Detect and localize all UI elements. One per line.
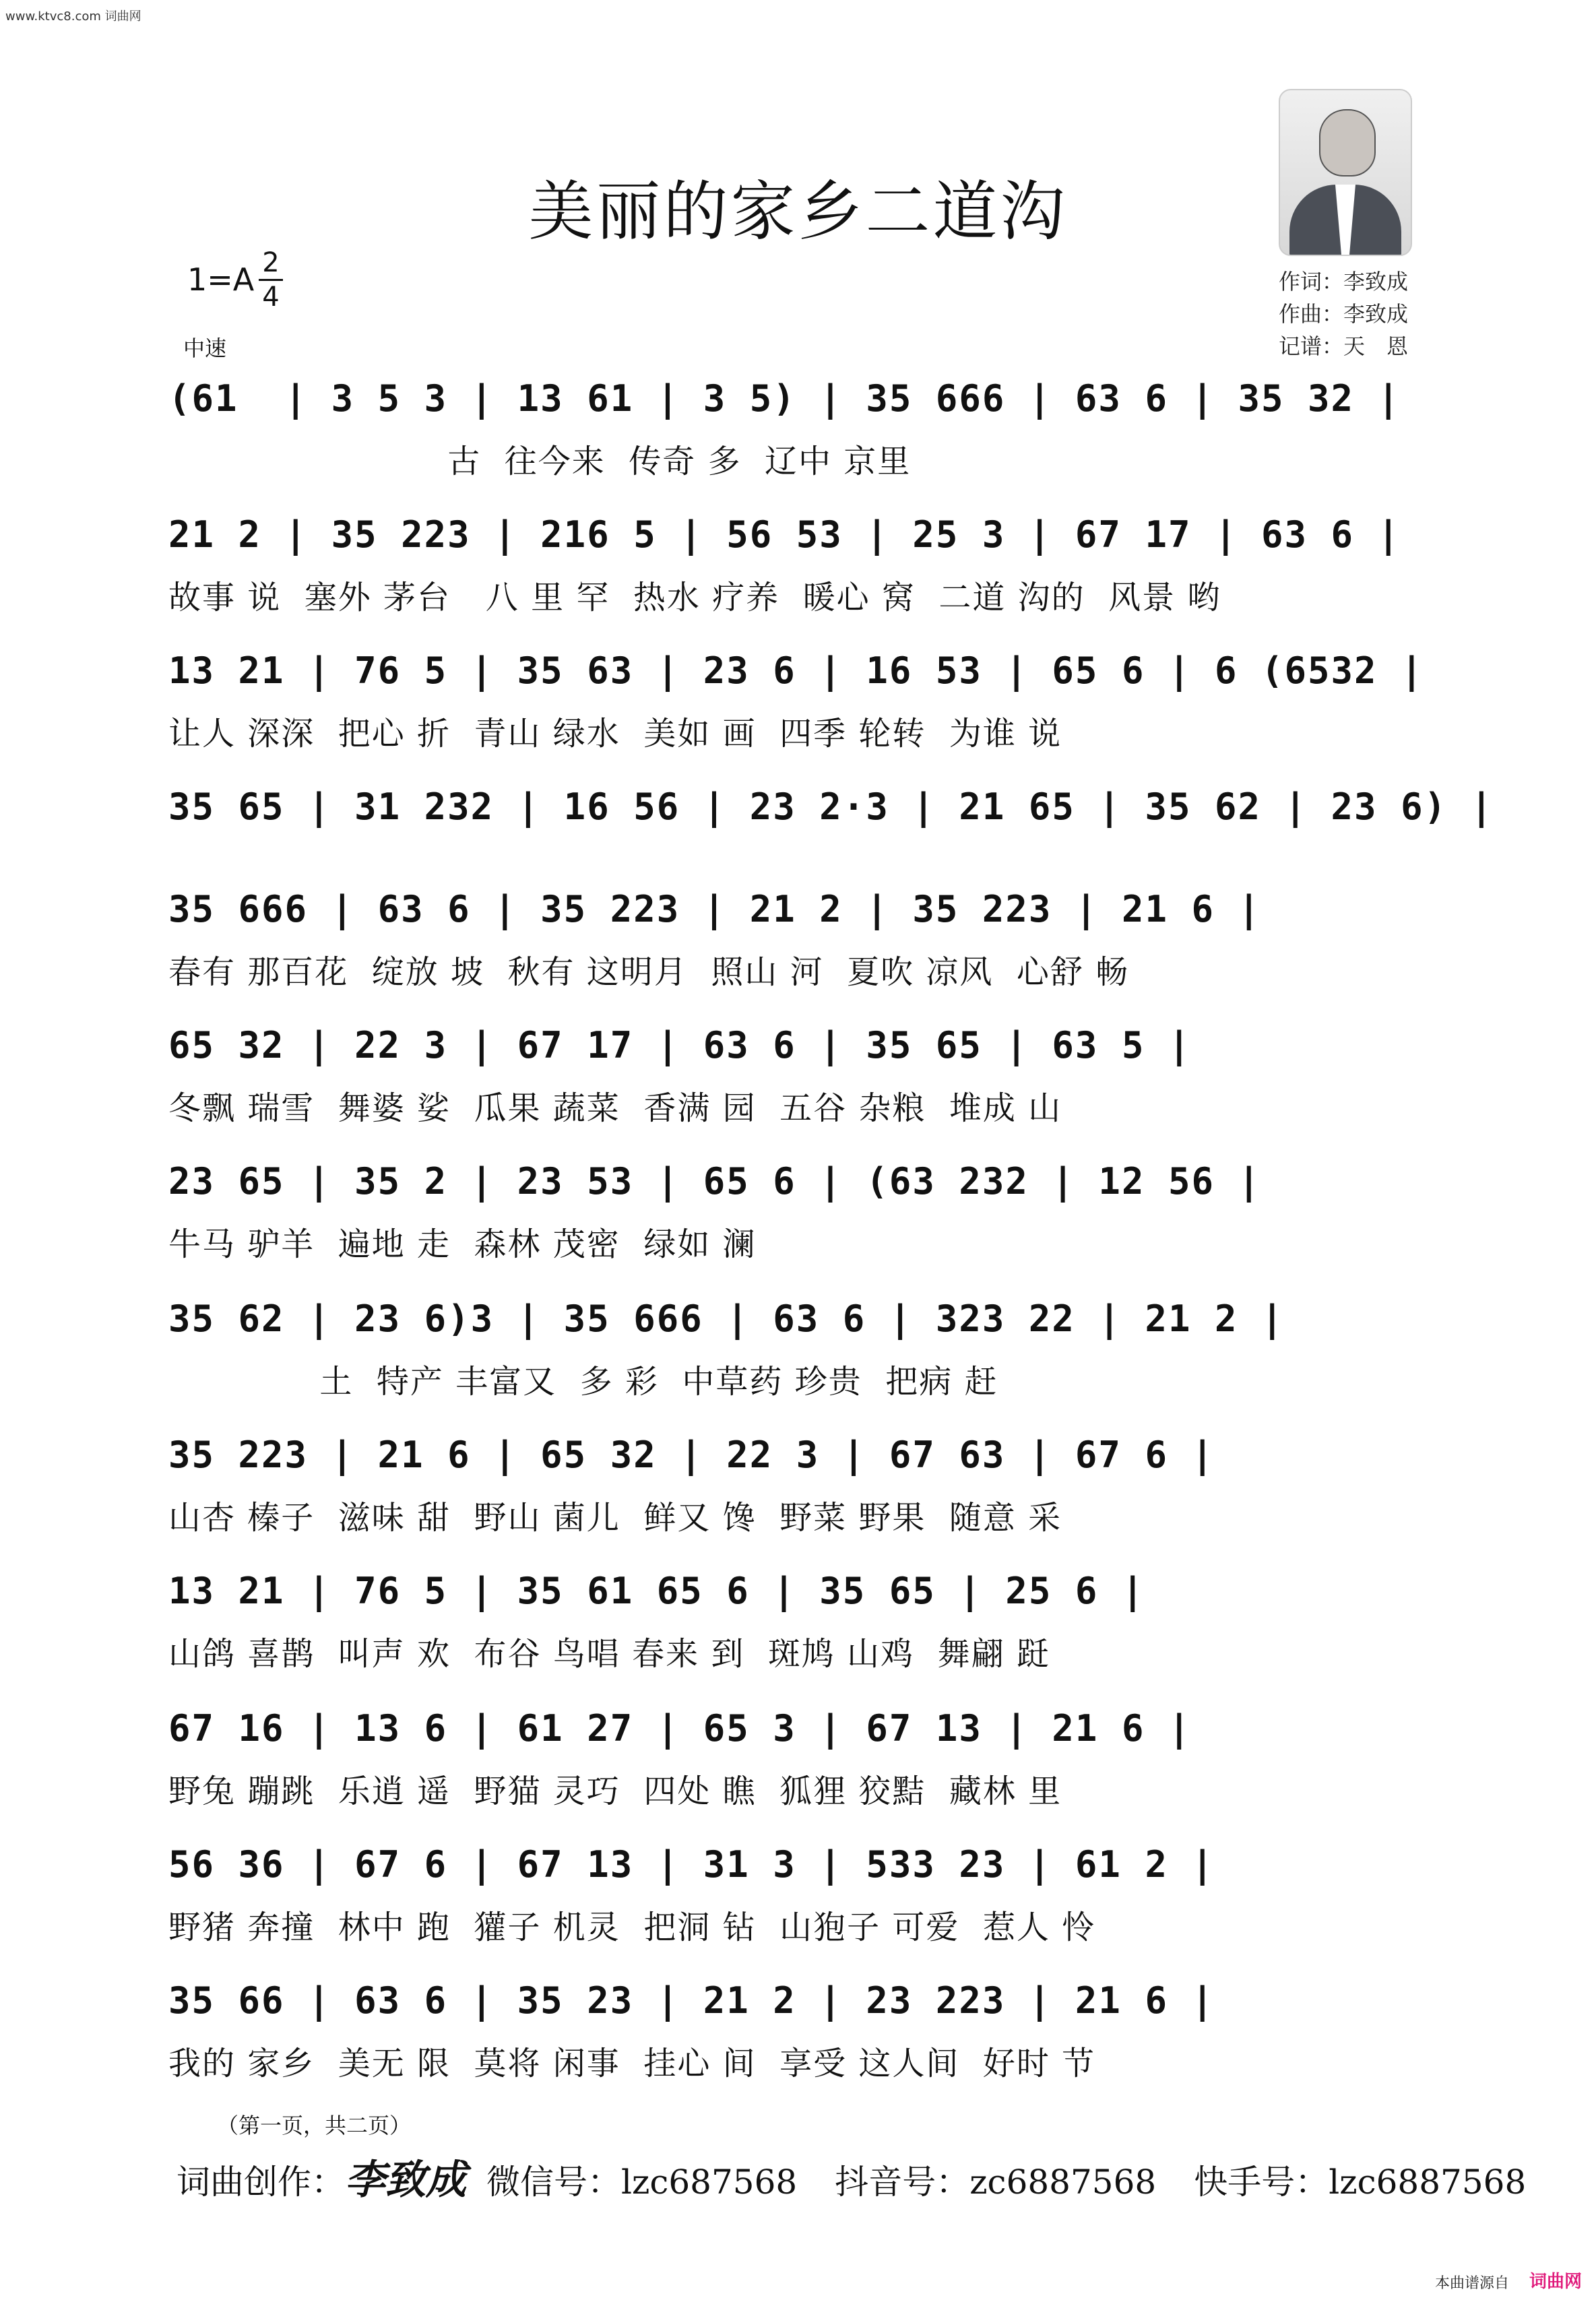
time-signature xyxy=(259,248,283,312)
credits-block xyxy=(1279,265,1408,362)
notation-line: 56 36 | 67 6 | 67 13 | 31 3 | 533 23 | 61 2 | xyxy=(168,1843,1215,1886)
song-title: 美丽的家乡二道沟 xyxy=(528,174,1068,249)
notation-line: 67 16 | 13 6 | 61 27 | 65 3 | 67 13 | 21 6 | xyxy=(168,1707,1192,1750)
author-photo xyxy=(1279,89,1412,256)
lyrics-line: 土 特产 丰富又 多 彩 中草药 珍贵 把病 赶 xyxy=(168,1363,998,1401)
key-signature: 1=A xyxy=(187,261,255,298)
lyrics-line: 山杏 榛子 滋味 甜 野山 菌儿 鲜又 馋 野菜 野果 随意 采 xyxy=(168,1499,1062,1537)
time-signature-top: 2 xyxy=(262,247,280,278)
page-info: （第一页，共二页） xyxy=(217,2113,412,2138)
composer-credit: 作曲：李致成 xyxy=(1279,301,1409,327)
notation-line: 35 66 | 63 6 | 35 23 | 21 2 | 23 223 | 21 6 | xyxy=(168,1979,1215,2022)
notation-line: 21 2 | 35 223 | 216 5 | 56 53 | 25 3 | 67 17 | 63 6 | xyxy=(168,513,1401,556)
notation-line: 23 65 | 35 2 | 23 53 | 65 6 | (63 232 | 12 56 | xyxy=(168,1160,1262,1203)
lyrics-line: 让人 深深 把心 折 青山 绿水 美如 画 四季 轮转 为谁 说 xyxy=(168,715,1062,753)
transcriber-credit: 记谱：天 恩 xyxy=(1279,333,1409,359)
lyrics-line: 冬飘 瑞雪 舞婆 娑 瓜果 蔬菜 香满 园 五谷 杂粮 堆成 山 xyxy=(168,1089,1062,1127)
lyrics-line: 我的 家乡 美无 限 莫将 闲事 挂心 间 享受 这人间 好时 节 xyxy=(168,2045,1096,2082)
notation-line: 65 32 | 22 3 | 67 17 | 63 6 | 35 65 | 63 5 | xyxy=(168,1024,1192,1066)
creator-label: 词曲创作： xyxy=(177,2163,345,2202)
lyrics-line: 山鸽 喜鹊 叫声 欢 布谷 鸟唱 春来 到 斑鸠 山鸡 舞翩 跹 xyxy=(168,1635,1050,1673)
tempo-marking: 中速 xyxy=(183,336,227,361)
notation-line: (61 | 3 5 3 | 13 61 | 3 5) | 35 666 | 63 6 | 35 32 | xyxy=(168,377,1401,420)
site-url[interactable]: www.ktvc8.com 词曲网 xyxy=(5,9,141,24)
footer-contact xyxy=(177,2148,1526,2206)
notation-line: 35 65 | 31 232 | 16 56 | 23 2·3 | 21 65 | 35 62 | 23 6) | xyxy=(168,786,1494,828)
lyrics-line: 野猪 奔撞 林中 跑 獾子 机灵 把洞 钻 山狍子 可爱 惹人 怜 xyxy=(168,1909,1096,1946)
time-signature-bottom: 4 xyxy=(262,282,280,313)
notation-line: 35 666 | 63 6 | 35 223 | 21 2 | 35 223 | 21 6 | xyxy=(168,888,1262,930)
author-photo-head xyxy=(1319,109,1376,177)
time-signature-bar xyxy=(259,279,283,281)
creator-signature: 李致成 xyxy=(345,2157,466,2204)
notation-line: 13 21 | 76 5 | 35 61 65 6 | 35 65 | 25 6 | xyxy=(168,1570,1145,1612)
kuaishou-id: 快手号：lzc6887568 xyxy=(1194,2163,1527,2202)
notation-line: 13 21 | 76 5 | 35 63 | 23 6 | 16 53 | 65 6 | 6 (6532 | xyxy=(168,649,1424,692)
notation-line: 35 62 | 23 6)3 | 35 666 | 63 6 | 323 22 | 21 2 | xyxy=(168,1298,1285,1340)
lyrics-line: 牛马 驴羊 遍地 走 森林 茂密 绿如 澜 xyxy=(168,1225,757,1263)
douyin-id: 抖音号：zc6887568 xyxy=(835,2163,1157,2202)
wechat-id: 微信号：lzc687568 xyxy=(486,2163,798,2202)
source-label: 本曲谱源自 xyxy=(1435,2275,1510,2292)
lyrics-line: 故事 说 塞外 茅台 八 里 罕 热水 疗养 暖心 窝 二道 沟的 风景 哟 xyxy=(168,579,1221,616)
lyrics-line: 野兔 蹦跳 乐逍 遥 野猫 灵巧 四处 瞧 狐狸 狡黠 藏林 里 xyxy=(168,1772,1062,1810)
site-logo[interactable]: 词曲网 xyxy=(1529,2272,1583,2292)
lyrics-line: 古 往今来 传奇 多 辽中 京里 xyxy=(168,443,912,480)
lyricist-credit: 作词：李致成 xyxy=(1279,269,1409,294)
notation-line: 35 223 | 21 6 | 65 32 | 22 3 | 67 63 | 67 6 | xyxy=(168,1434,1215,1476)
lyrics-line: 春有 那百花 绽放 坡 秋有 这明月 照山 河 夏吹 凉风 心舒 畅 xyxy=(168,953,1130,991)
